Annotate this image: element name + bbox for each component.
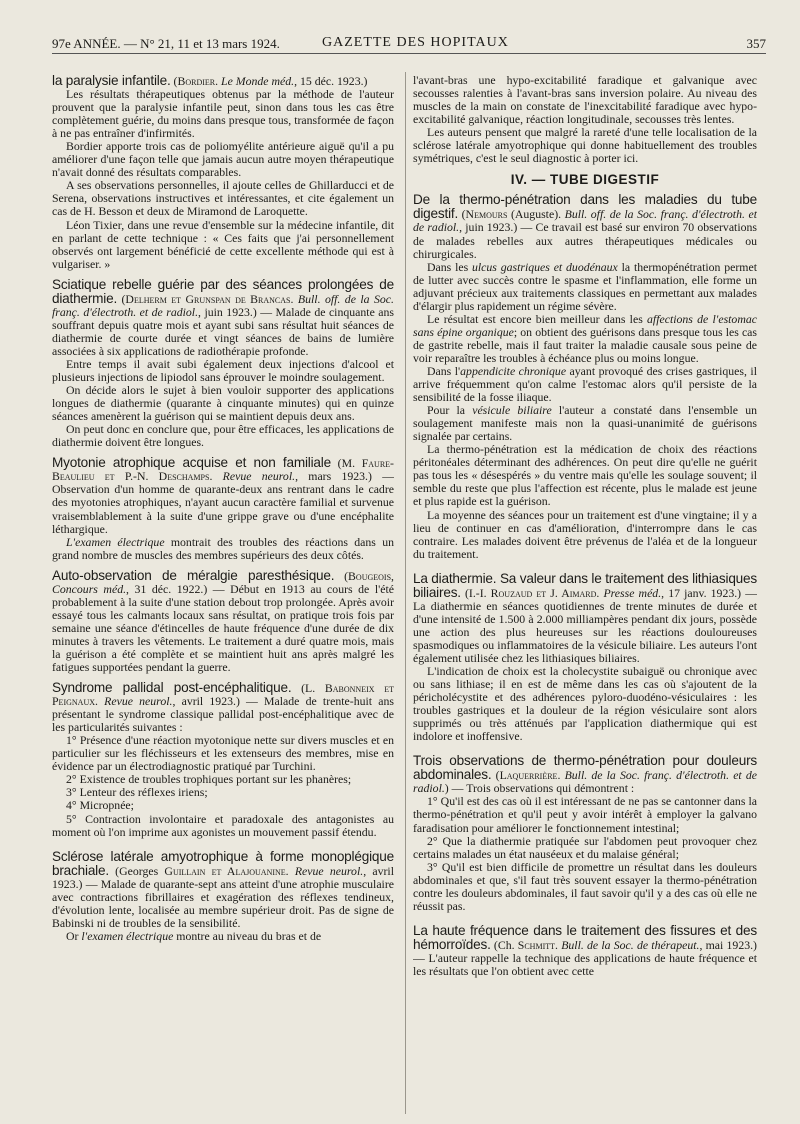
article-syndrome-pallidal xyxy=(52,681,394,839)
author: Bougeois xyxy=(348,568,392,583)
paragraph-continued: l'avant-bras une hypo-excitabilité faradique et galvanique avec secousses ralenties à l'avant-bras sans inversion polaire. Au niveau des muscles de la main on constate de l'inexcitabilité faradique avec hypo-excitabilité galvanique, réaction longitudinale, secousses très lentes. xyxy=(413,74,757,127)
author: Laquerrière xyxy=(499,768,558,783)
paragraph: Entre temps il avait subi également deux injections d'alcool et plusieurs injections de lipiodol sans éprouver le moindre soulagement. xyxy=(52,356,394,385)
paragraph: Le résultat est encore bien meilleur dans les affections de l'estomac sans épine organique; on obtient des guérisons dans presque tous les cas de gastrite rebelle, mais il faut traiter la maladie causale sous peine de voir reparaître les troubles à échéance plus ou moins longue. xyxy=(413,311,757,365)
article-heading: la paralysie infantile. (Bordier. Le Monde méd., 15 déc. 1923.) xyxy=(52,74,368,88)
list-item: 1° Qu'il est des cas où il est intéressant de ne pas se cantonner dans la thermo-pénétration et qu'il peut y avoir intérêt à employer la galvano faradisation pour améliorer le fonctionnement intestinal; xyxy=(413,794,757,835)
journal-title: GAZETTE DES HOPITAUX xyxy=(322,35,509,50)
journal: Le Monde méd. xyxy=(221,74,295,88)
list-item: 2° Existence de troubles trophiques portant sur les phanères; xyxy=(66,772,352,787)
list-item: 3° Lenteur des réflexes iriens; xyxy=(66,785,208,800)
author: Bordier xyxy=(177,74,216,88)
list-item: 1° Présence d'une réaction myotonique nette sur divers muscles et en particulier sur les fléchisseurs et les extenseurs des membres, mise en évidence par un électrodiagnostic pratiqué par Turchini. xyxy=(52,733,394,774)
article-heading: Myotonie atrophique acquise et non familiale (M. Faure-Beaulieu et P.-N. Deschamps. Revue neurol., mars 1923.) — Observation d'un homme de quarante-deux ans rentrant dans le cadre des myotonies atrophiques, n'ayant aucun caractère familial et survenue vraisemblablement à la suite d'une grippe grave ou d'une encéphalite léthargique. xyxy=(52,455,394,536)
author: Faure-Beaulieu et P.-N. Deschamps xyxy=(52,456,394,484)
paragraph: Les résultats thérapeutiques obtenus par la méthode de l'auteur prouvent que la paralysie infantile peut, sinon dans tous les cas être complètement guérie, du moins dans presque tous, transformée de façon à ne pas entraîner d'infirmités. xyxy=(52,87,394,141)
paragraph: Bordier apporte trois cas de poliomyélite antérieure aiguë qu'il a pu améliorer d'une façon telle que jamais aucun autre moyen thérapeutique n'avait donné des résultats comparables. xyxy=(52,139,394,180)
article-heading: Sciatique rebelle guérie par des séances prolongées de diathermie. (Delherm et Grunspan de Brancas. Bull. off. de la Soc. franç. d'électroth. et de radiol., juin 1923.) — Malade de cinquante ans souffrant depuis quatre mois et ayant subi sans résultat huit séances de diathermie de courte durée et vingt séances de bains de lumière associées à six applications de radiothérapie profonde. xyxy=(52,276,394,358)
column-divider xyxy=(405,72,406,1114)
left-column xyxy=(52,74,394,1114)
paragraph: On décide alors le sujet à bien vouloir supporter des applications longues de diathermie (quarante à cinquante minutes) qui en quinze séances amenèrent la guérison qui se maintient depuis deux ans. xyxy=(52,383,394,424)
journal: Bull. off. de la Soc. franç. d'électroth. et de radiol. xyxy=(52,291,394,319)
journal: Bull. off. de la Soc. franç. d'électroth. et de radiol. xyxy=(413,207,757,235)
author: Babonneix et Peignaux xyxy=(52,681,394,709)
paragraph: Dans l'appendicite chronique ayant provoqué des crises gastriques, il arrive fréquemment qu'on calme l'estomac alors qu'il persiste de la sensibilité de la fosse iliaque. xyxy=(413,363,757,405)
paragraph: La thermo-pénétration est la médication de choix des réactions péritonéales déterminant des adhérences. On peut dire qu'elle ne guérit pas tous les « désespérés » du ventre mais qu'elle les soulage souvent; il semble du reste que plus l'affection est récente, plus le malade est jeune et plus rapide est la guérison. xyxy=(413,442,757,509)
list-item: 2° Que la diathermie pratiquée sur l'abdomen peut provoquer chez certains malades un état nauséeux et du malaise général; xyxy=(413,833,757,861)
journal: Presse méd. xyxy=(603,585,662,600)
article-heading: La haute fréquence dans le traitement des fissures et des hémorroïdes. (Ch. Schmitt. Bull. de la Soc. de thérapeut., mai 1923.) — L'auteur rappelle la technique des applications de haute fréquence et les résultats que l'on obtient avec cette xyxy=(413,922,757,978)
article-myotonie xyxy=(52,456,394,561)
article-heading: La diathermie. Sa valeur dans le traitement des lithiasiques biliaires. (I.-I. Rouzaud et J. Aimard. Presse méd., 17 janv. 1923.) — La diathermie en séances quotidiennes de trente minutes de durée et d'une intensité de 1.500 à 2.000 milliampères pendant dix jours, possède une action des plus heureuses sur les réactions douloureuses spasmodiques ou inflammatoires de la vésicule biliaire. Les auteurs l'ont également utilisée chez les lithiasiques biliaires. xyxy=(413,570,757,665)
journal: Revue neurol. xyxy=(222,469,296,484)
journal: Revue neurol. xyxy=(104,694,173,709)
list-item: 5° Contraction involontaire et paradoxale des antagonistes au moment où l'on imprime aux agonistes un mouvement passif étendu. xyxy=(52,811,394,839)
article-heading: Trois observations de thermo-pénétration pour douleurs abdominales. (Laquerrière. Bull. de la Soc. franç. d'électroth. et de radiol.) — Trois observations qui démontrent : xyxy=(413,753,757,796)
journal: Bull. de la Soc. de thérapeut. xyxy=(561,937,700,952)
article-sclerose xyxy=(52,850,394,943)
article-sciatique xyxy=(52,278,394,450)
author: Delherm et Grunspan de Brancas xyxy=(125,291,291,306)
article-heading: Syndrome pallidal post-encéphalitique. (L. Babonneix et Peignaux. Revue neurol., avril 1923.) — Malade de trente-huit ans présentant le syndrome classique pallidal post-encéphalitique avec de les particularités suivantes : xyxy=(52,680,394,735)
list-item: 3° Qu'il est bien difficile de promettre un résultat dans les douleurs abdominales et que, s'il faut très souvent essayer la thermo-pénétration contre les douleurs abdominales, il faut savoir qu'il y a des cas où elle ne réussit pas. xyxy=(413,859,757,913)
running-header xyxy=(52,33,766,54)
paragraph: Dans les ulcus gastriques et duodénaux la thermopénétration permet de lutter avec succès contre le spasme et l'inflammation, elle forme un adjuvant précieux aux traitements classiques en permettant aux malades d'élargir plus rapidement un régime sévère. xyxy=(413,259,757,313)
issue-info: 97e ANNÉE. — N° 21, 11 et 13 mars 1924. xyxy=(52,36,280,51)
article-douleurs-abdominales xyxy=(413,754,757,913)
article-thermo-penetration xyxy=(413,193,757,560)
article-heading: De la thermo-pénétration dans les maladies du tube digestif. (Nemours (Auguste). Bull. off. de la Soc. franç. d'électroth. et de radiol., juin 1923.) — Ce travail est basé sur environ 70 observations de malades rebelles aux autres thérapeutiques médicales ou chirurgicales. xyxy=(413,192,757,261)
paragraph: L'examen électrique montrait des troubles des réactions dans un grand nombre de muscles des membres supérieurs des deux côtés. xyxy=(52,534,394,562)
author: Nemours xyxy=(465,207,508,222)
paragraph: Léon Tixier, dans une revue d'ensemble sur la médecine infantile, dit en parlant de cette technique : « Ces faits que j'ai personnellement observés ont largement bénéficié de cette excellente méthode qui est à vulgariser. » xyxy=(52,217,394,271)
article-heading: Sclérose latérale amyotrophique à forme monoplégique brachiale. (Georges Guillain et Alajouanine. Revue neurol., avril 1923.) — Malade de quarante-sept ans atteint d'une atrophie musculaire avec contractions fibrillaires et exagération des réflexes tendineux, d'évolution lente, localisée au membre supérieur droit. Pas de signe de Babinski ni de troubles de la sensibilité. xyxy=(52,848,394,930)
paragraph: La moyenne des séances pour un traitement est d'une vingtaine; il y a lieu de continuer en cas d'amélioration, d'interrompre dans le cas contraire. Les malades doivent être prévenus de l'aléa et de la longueur du traitement. xyxy=(413,507,757,561)
paragraph: A ses observations personnelles, il ajoute celles de Ghillarducci et de Serena, observations instructives et intéressantes, et cite également un cas de H. Besson et deux de Miramond de Laroquette. xyxy=(52,178,394,219)
paragraph: Or l'examen électrique montre au niveau du bras et de xyxy=(66,928,322,943)
author: Schmitt xyxy=(517,937,556,952)
journal: Revue neurol. xyxy=(294,863,364,878)
journal: Concours méd. xyxy=(52,581,127,596)
paragraph: L'indication de choix est la cholecystite subaiguë ou chronique avec ou sans lithiase; il en est de même dans les cas où s'ajoutent de la péricholécystite et des adhérences pyloro-duodéno-vésiculaires : les troubles gastriques et la douleur de la région vésiculaire sont alors supprimés ou très atténués par l'application diathermique qui est indolore et inoffensive. xyxy=(413,664,757,744)
list-item: 4° Micropnée; xyxy=(66,798,134,813)
section-heading: IV. — TUBE DIGESTIF xyxy=(510,172,660,188)
paragraph: Les auteurs pensent que malgré la rareté d'une telle localisation de la sclérose latérale amyotrophique qui donne habituellement des troubles symétriques, c'est le seul diagnostic à porter ici. xyxy=(413,125,757,166)
paragraph: On peut donc en conclure que, pour être efficaces, les applications de diathermie doivent être longues. xyxy=(52,422,394,450)
article-paralysie xyxy=(52,74,394,271)
article-diathermie-lithiasiques xyxy=(413,572,757,744)
journal: Bull. de la Soc. franç. d'électroth. et de radiol. xyxy=(413,768,757,796)
page-number: 357 xyxy=(746,36,766,51)
right-column xyxy=(413,74,757,1114)
author: Rouzaud et J. Aimard xyxy=(490,585,597,600)
author: Guillain et Alajouanine xyxy=(164,863,286,878)
article-haute-frequence xyxy=(413,924,757,978)
article-heading: Auto-observation de méralgie paresthésique. (Bougeois, Concours méd., 31 déc. 1922.) — Début en 1913 au cours de l'été probablement à la suite d'une station debout trop prolongée. Après avoir essayé tous les calmants locaux sans résultat, on pratique trois fois par semaine une séance d'étincelles de haute fréquence d'une durée de dix minutes à travers les vêtements. Le traitement a duré quatre mois, mais la guérison a été complète et se maintient huit ans après malgré les fatigues supportées pendant la guerre. xyxy=(52,567,394,675)
paragraph: Pour la vésicule biliaire l'auteur a constaté dans l'ensemble un soulagement manifeste mais non la quasi-unanimité de guérisons signalée par certains. xyxy=(413,403,757,444)
article-meralgie xyxy=(52,569,394,674)
